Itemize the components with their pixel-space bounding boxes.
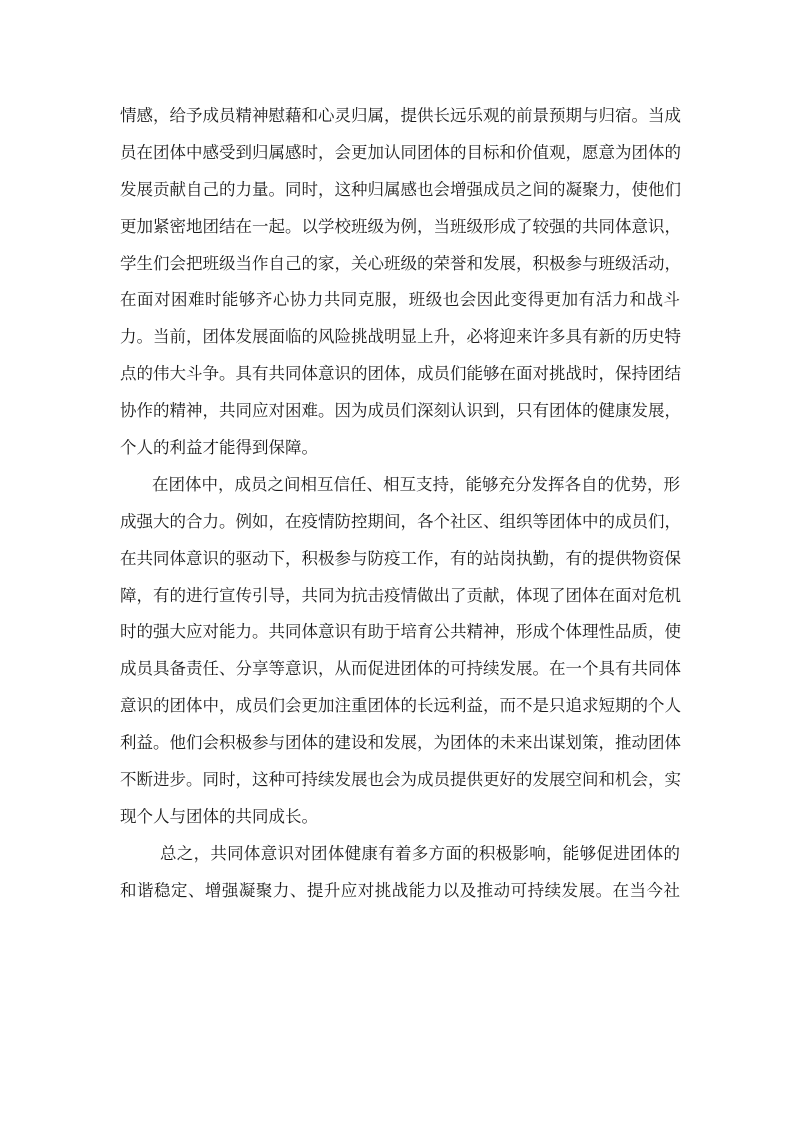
text-line: 成强大的合力。例如，在疫情防控期间，各个社区、组织等团体中的成员们， (120, 511, 681, 531)
text-line: 和谐稳定、增强凝聚力、提升应对挑战能力以及推动可持续发展。在当今社 (120, 880, 680, 900)
text-line: 意识的团体中，成员们会更加注重团体的长远利益，而不是只追求短期的个人 (120, 696, 681, 716)
body-text (120, 98, 680, 910)
text-line: 在面对困难时能够齐心协力共同克服，班级也会因此变得更加有活力和战斗 (120, 290, 680, 310)
text-line: 不断进步。同时，这种可持续发展也会为成员提供更好的发展空间和机会，实 (120, 770, 681, 790)
text-line: 力。当前，团体发展面临的风险挑战明显上升，必将迎来许多具有新的历史特 (120, 327, 681, 347)
text-line: 在团体中，成员之间相互信任、相互支持，能够充分发挥各自的优势，形 (152, 474, 680, 494)
text-line: 个人的利益才能得到保障。 (120, 438, 318, 458)
text-line: 总之，共同体意识对团体健康有着多方面的积极影响，能够促进团体的 (160, 843, 680, 863)
text-line: 时的强大应对能力。共同体意识有助于培育公共精神，形成个体理性品质，使 (120, 622, 681, 642)
text-line: 在共同体意识的驱动下，积极参与防疫工作，有的站岗执勤，有的提供物资保 (120, 548, 681, 568)
text-line: 点的伟大斗争。具有共同体意识的团体，成员们能够在面对挑战时，保持团结 (120, 364, 681, 384)
text-line: 协作的精神，共同应对困难。因为成员们深刻认识到，只有团体的健康发展， (120, 401, 681, 421)
text-line: 障，有的进行宣传引导，共同为抗击疫情做出了贡献，体现了团体在面对危机 (120, 585, 681, 605)
paragraph (120, 98, 680, 467)
text-line: 员在团体中感受到归属感时，会更加认同团体的目标和价值观，愿意为团体的 (120, 142, 681, 162)
text-line: 利益。他们会积极参与团体的建设和发展，为团体的未来出谋划策，推动团体 (120, 733, 681, 753)
text-line: 情感，给予成员精神慰藉和心灵归属，提供长远乐观的前景预期与归宿。当成 (120, 106, 681, 125)
paragraph (120, 467, 680, 836)
text-line: 更加紧密地团结在一起。以学校班级为例，当班级形成了较强的共同体意识， (120, 216, 681, 236)
text-line: 现个人与团体的共同成长。 (120, 806, 318, 826)
text-line: 发展贡献自己的力量。同时，这种归属感也会增强成员之间的凝聚力，使他们 (120, 179, 681, 199)
paragraph (120, 836, 680, 910)
text-line: 学生们会把班级当作自己的家，关心班级的荣誉和发展，积极参与班级活动， (120, 253, 681, 273)
text-line: 成员具备责任、分享等意识，从而促进团体的可持续发展。在一个具有共同体 (120, 659, 681, 679)
